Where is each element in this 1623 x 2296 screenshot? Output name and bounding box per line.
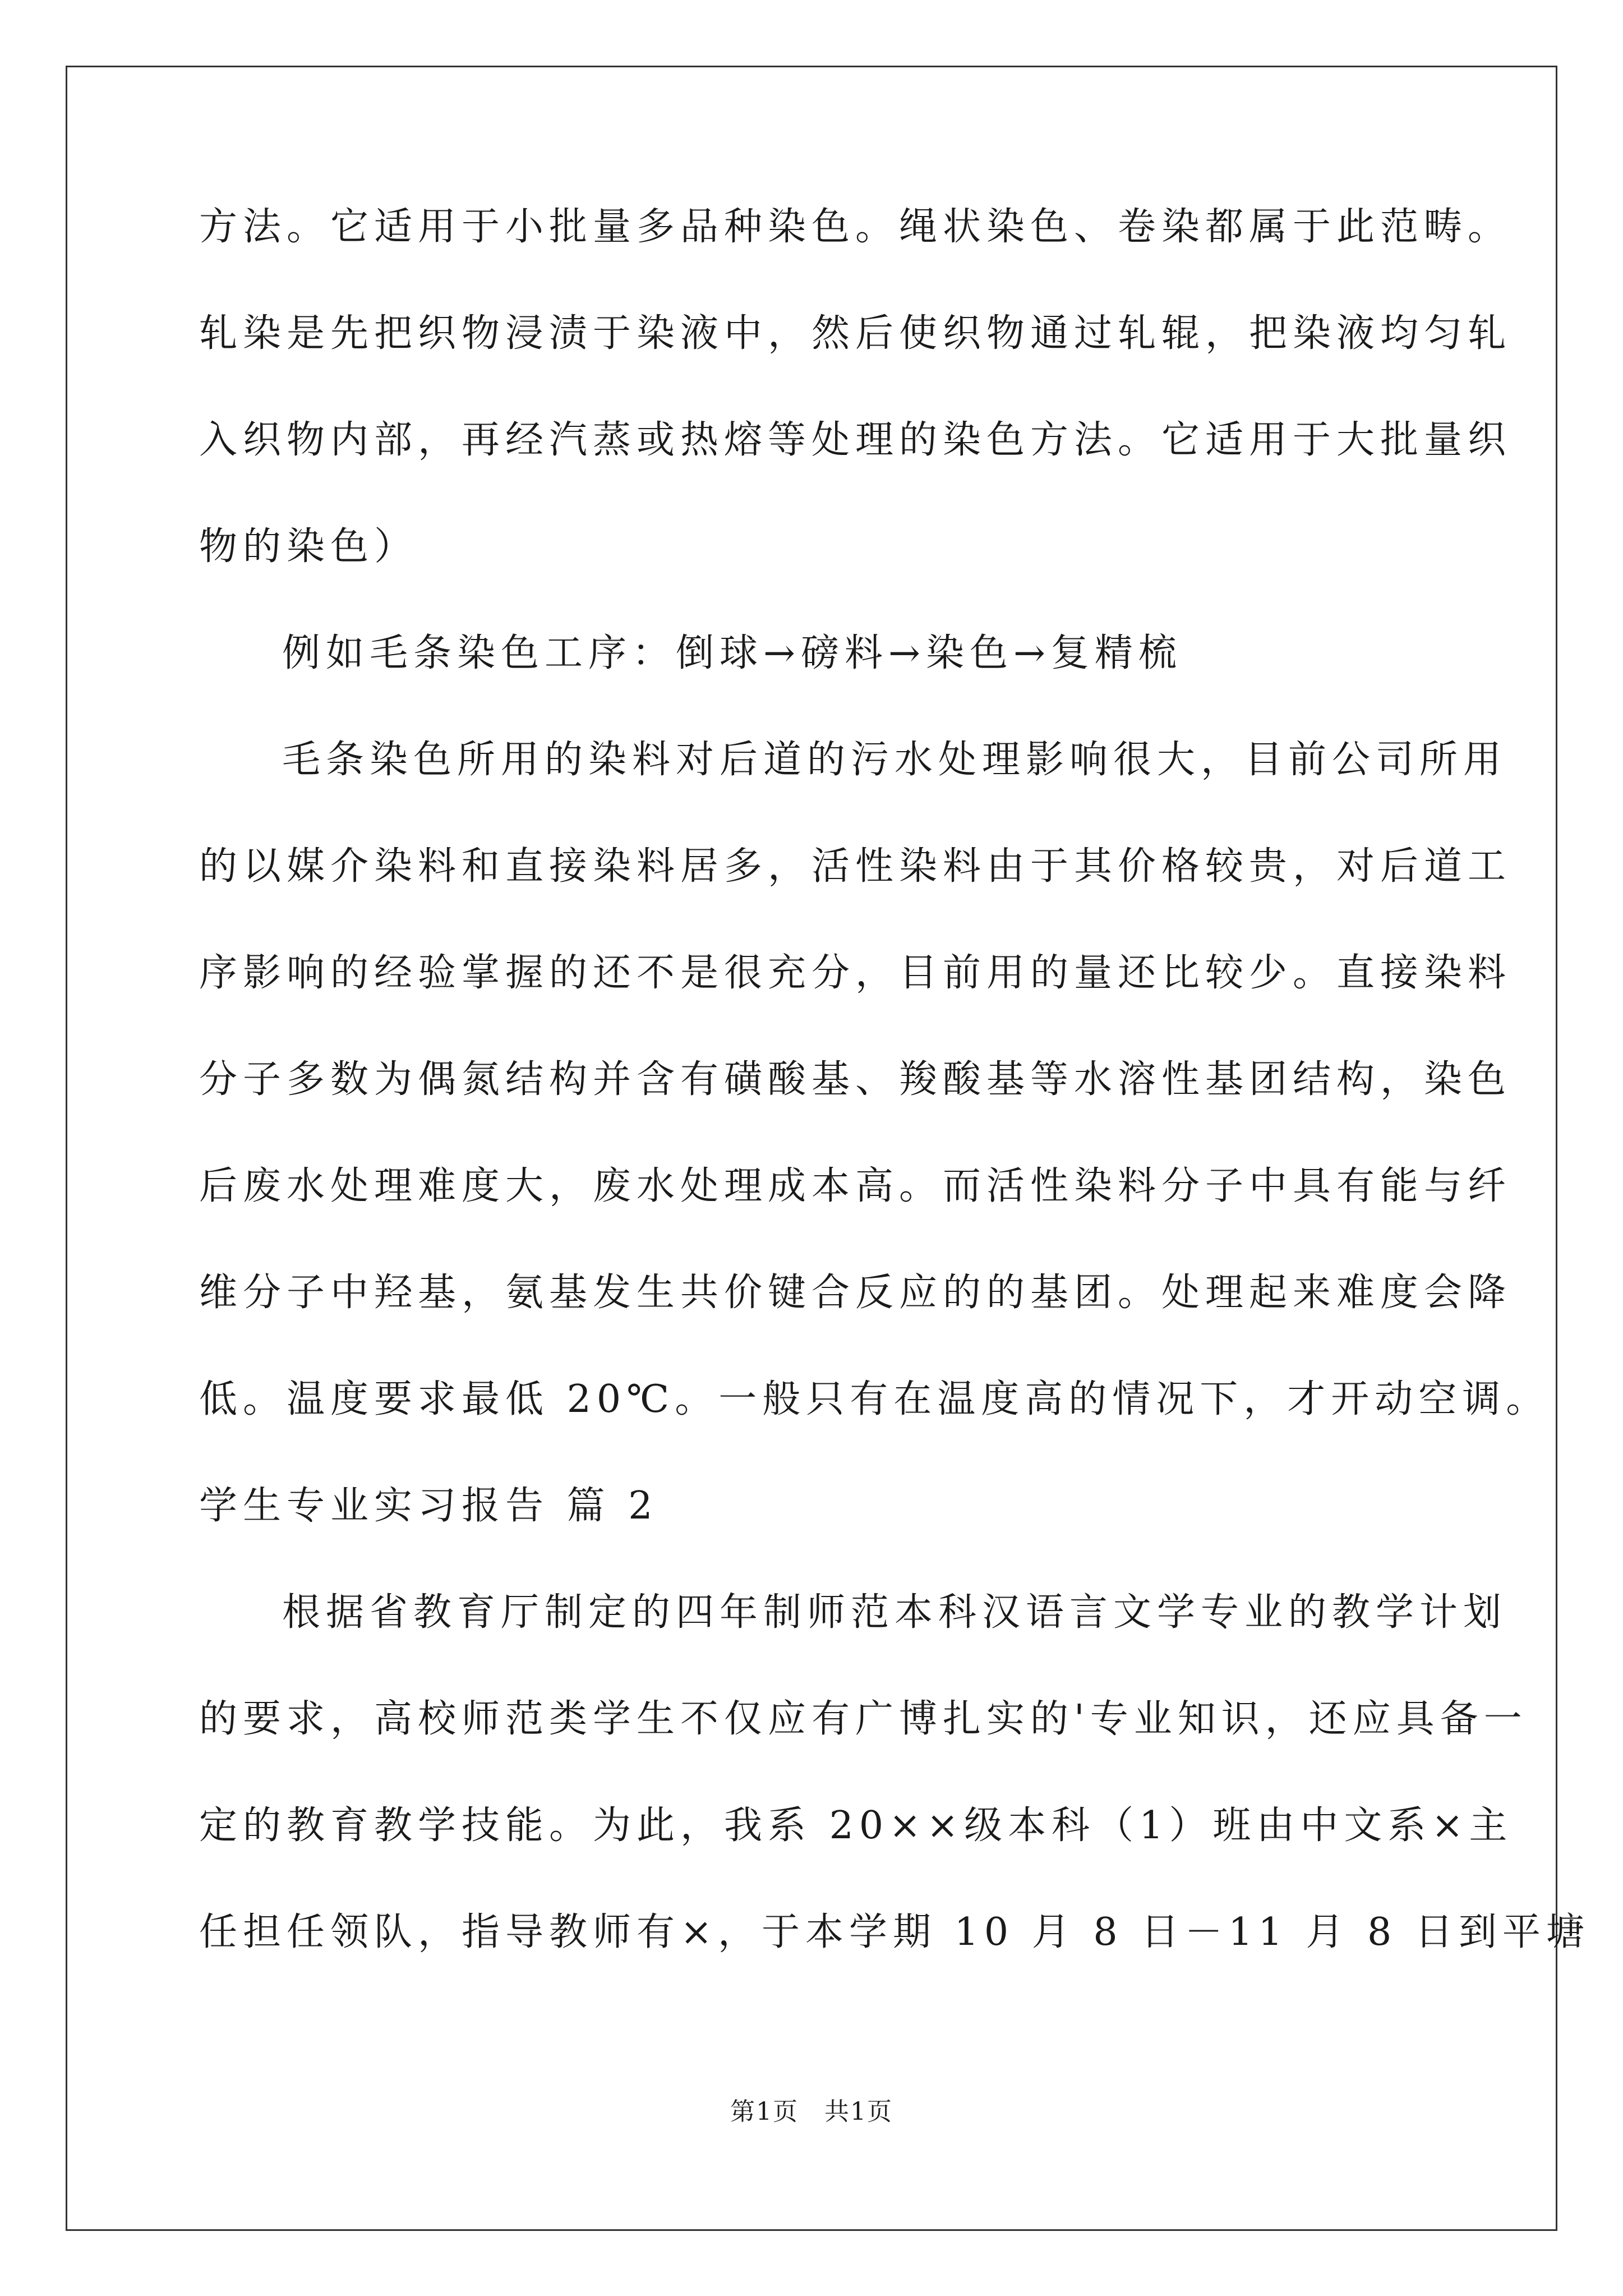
page-border — [66, 66, 1557, 2231]
text-line: 轧染是先把织物浸渍于染液中，然后使织物通过轧辊，把染液均匀轧 — [199, 311, 1512, 356]
text-line: 定的教育教学技能。为此，我系 20××级本科（1）班由中文系×主 — [199, 1803, 1513, 1848]
text-line: 后废水处理难度大，废水处理成本高。而活性染料分子中具有能与纤 — [199, 1164, 1512, 1208]
text-line: 任担任领队，指导教师有×，于本学期 10 月 8 日－11 月 8 日到平塘 — [199, 1910, 1590, 1954]
text-line: 根据省教育厅制定的四年制师范本科汉语言文学专业的教学计划 — [282, 1590, 1507, 1635]
text-line: 维分子中羟基，氨基发生共价键合反应的的基团。处理起来难度会降 — [199, 1271, 1512, 1315]
page-footer: 第1页 共1页 — [730, 2097, 893, 2126]
text-line: 例如毛条染色工序：倒球→磅料→染色→复精梳 — [282, 631, 1182, 675]
text-line: 低。温度要求最低 20℃。一般只有在温度高的情况下，才开动空调。 — [199, 1377, 1550, 1421]
text-line: 的以媒介染料和直接染料居多，活性染料由于其价格较贵，对后道工 — [199, 844, 1512, 889]
text-line: 方法。它适用于小批量多品种染色。绳状染色、卷染都属于此范畴。 — [199, 205, 1512, 249]
text-line: 物的染色） — [199, 524, 418, 569]
text-line: 序影响的经验掌握的还不是很充分，目前用的量还比较少。直接染料 — [199, 951, 1512, 995]
text-line: 毛条染色所用的染料对后道的污水处理影响很大，目前公司所用 — [282, 738, 1507, 782]
section-heading: 学生专业实习报告 篇 2 — [199, 1484, 658, 1528]
text-line: 的要求，高校师范类学生不仅应有广博扎实的'专业知识，还应具备一 — [199, 1697, 1528, 1741]
text-line: 分子多数为偶氮结构并含有磺酸基、羧酸基等水溶性基团结构，染色 — [199, 1057, 1512, 1102]
text-line: 入织物内部，再经汽蒸或热熔等处理的染色方法。它适用于大批量织 — [199, 418, 1512, 462]
